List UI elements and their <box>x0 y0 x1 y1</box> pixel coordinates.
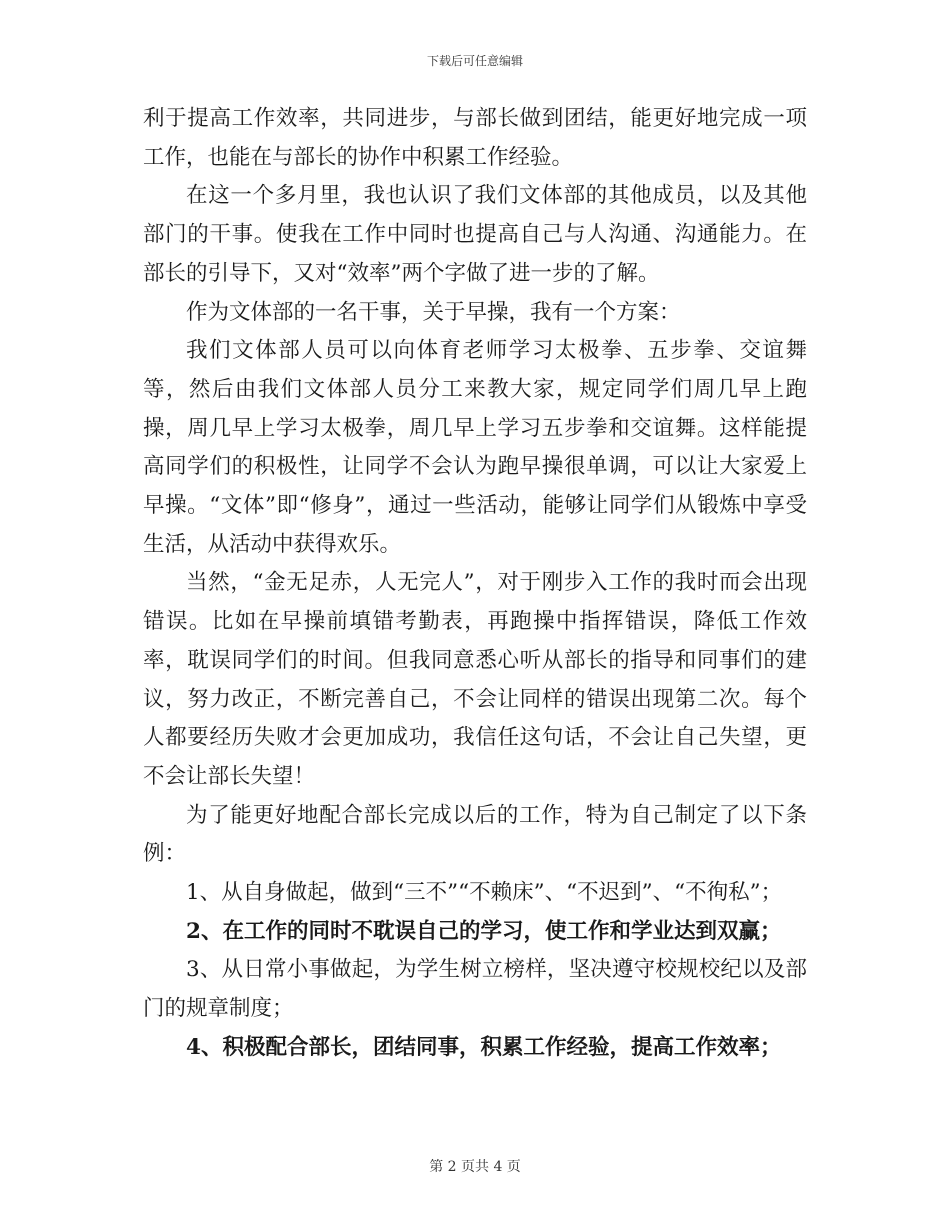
list-item-1: 1、从自身做起，做到“三不”“不赖床”、“不迟到”、“不徇私”； <box>186 880 783 906</box>
paragraph-6: 为了能更好地配合部长完成以后的工作，特为自己制定了以下条例： <box>143 802 807 867</box>
document-body <box>143 100 807 1068</box>
page-header-note: 下载后可任意编辑 <box>426 54 523 68</box>
list-item-2: 2、在工作的同时不耽误自己的学习，使工作和学业达到双赢； <box>186 918 782 944</box>
page-number: 第 2 页共 4 页 <box>429 1159 521 1175</box>
paragraph-2: 在这一个多月里，我也认识了我们文体部的其他成员，以及其他部门的干事。使我在工作中同时也提高自己与人沟通、沟通能力。在部长的引导下，又对“效率”两个字做了进一步的了解。 <box>143 183 807 286</box>
paragraph-4: 我们文体部人员可以向体育老师学习太极拳、五步拳、交谊舞等，然后由我们文体部人员分工来教大家，规定同学们周几早上跑操，周几早上学习太极拳，周几早上学习五步拳和交谊舞。这样能提高同学们的积极性，让同学不会认为跑早操很单调，可以让大家爱上早操。“文体”即“修身”，通过一些活动，能够让同学们从锻炼中享受生活，从活动中获得欢乐。 <box>143 338 807 557</box>
paragraph-3: 作为文体部的一名干事，关于早操，我有一个方案： <box>186 299 681 325</box>
paragraph-1: 利于提高工作效率，共同进步，与部长做到团结，能更好地完成一项工作，也能在与部长的协作中积累工作经验。 <box>143 106 807 170</box>
list-item-4: 4、积极配合部长，团结同事，积累工作经验，提高工作效率； <box>186 1034 782 1060</box>
paragraph-5: 当然，“金无足赤，人无完人”，对于刚步入工作的我时而会出现错误。比如在早操前填错考勤表，再跑操中指挥错误，降低工作效率，耽误同学们的时间。但我同意悉心听从部长的指导和同事们的建议，努力改正，不断完善自己，不会让同样的错误出现第二次。每个人都要经历失败才会更加成功，我信任这句话，不会让自己失望，更不会让部长失望！ <box>143 570 807 789</box>
list-item-3: 3、从日常小事做起，为学生树立榜样，坚决遵守校规校纪以及部门的规章制度； <box>143 957 807 1022</box>
